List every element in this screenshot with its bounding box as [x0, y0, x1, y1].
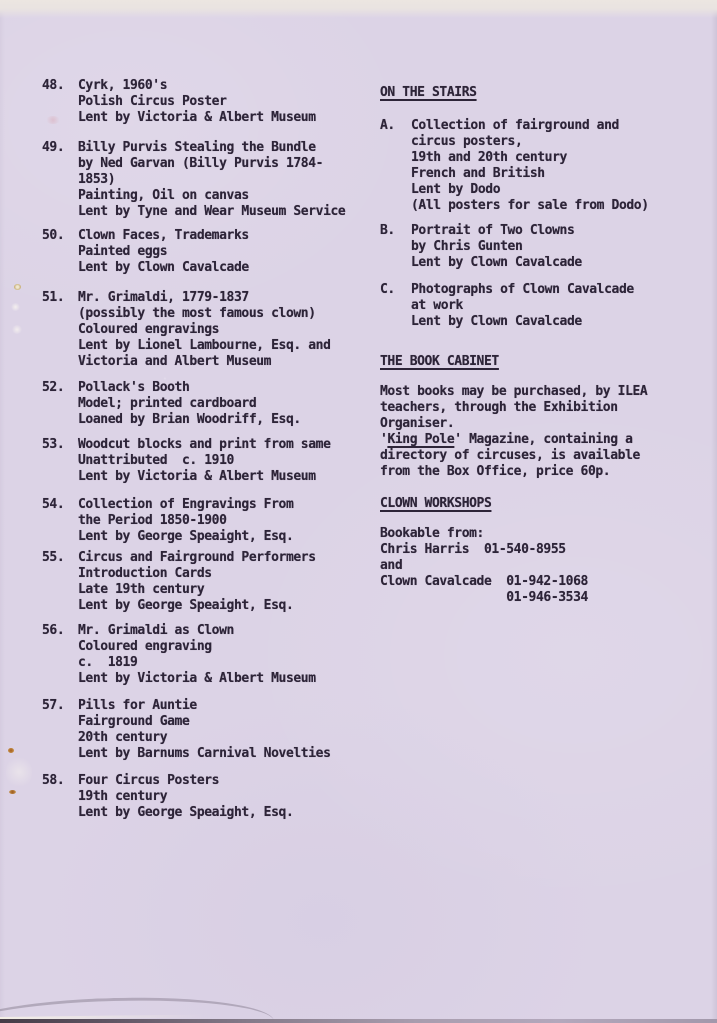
item-number: 55.: [42, 550, 65, 565]
item-line: Victoria and Albert Museum: [78, 354, 272, 369]
scan-bottom-edge: [0, 1019, 717, 1023]
list-item: [42, 290, 377, 370]
item-number: 58.: [42, 773, 65, 788]
item-lines: [78, 550, 316, 614]
paper-bump-mark: [11, 303, 20, 311]
item-lines: [78, 380, 301, 428]
item-line: Introduction Cards: [78, 566, 212, 581]
lettered-item: [380, 282, 710, 330]
item-number: 51.: [42, 290, 65, 305]
item-line: c. 1819: [78, 655, 138, 670]
book-cabinet-paragraph: [380, 384, 710, 480]
list-item: [42, 773, 377, 821]
item-lines: [78, 623, 316, 687]
rust-stain-mark: [9, 790, 16, 794]
kingpole-prefix: ': [380, 432, 388, 447]
item-line: Lent by Clown Cavalcade: [411, 314, 582, 329]
item-line: Polish Circus Poster: [78, 94, 227, 109]
item-line: Woodcut blocks and print from same: [78, 437, 331, 452]
item-number: 53.: [42, 437, 65, 452]
item-line: by Ned Garvan (Billy Purvis 1784-: [78, 156, 324, 171]
section-heading-on-the-stairs: ON THE STAIRS: [380, 85, 477, 100]
item-line: Lent by Victoria & Albert Museum: [78, 671, 316, 686]
item-line: Pills for Auntie: [78, 698, 197, 713]
item-line: Pollack's Booth: [78, 380, 190, 395]
workshops-booking-info: [380, 526, 710, 606]
list-item: [42, 437, 377, 485]
list-item: [42, 228, 377, 276]
section-heading-clown-workshops: CLOWN WORKSHOPS: [380, 496, 492, 511]
item-line: Clown Faces, Trademarks: [78, 228, 249, 243]
item-line: 19th and 20th century: [411, 150, 567, 165]
item-lines: [411, 118, 649, 214]
item-line: Lent by Victoria & Albert Museum: [78, 110, 316, 125]
item-line: Photographs of Clown Cavalcade: [411, 282, 634, 297]
paragraph-line-kingpole: [380, 432, 710, 448]
item-number: 52.: [42, 380, 65, 395]
list-item: [42, 550, 377, 614]
item-line: Collection of Engravings From: [78, 497, 294, 512]
item-lines: [78, 497, 293, 545]
item-line: Coloured engravings: [78, 322, 220, 337]
item-line: Model; printed cardboard: [78, 396, 257, 411]
exhibit-list: [42, 78, 377, 821]
item-line: Lent by Victoria & Albert Museum: [78, 469, 316, 484]
item-line: 1853): [78, 172, 116, 187]
item-number: 57.: [42, 698, 65, 713]
item-lines: [78, 228, 249, 276]
paragraph-line: directory of circuses, is available: [380, 448, 640, 463]
item-line: French and British: [411, 166, 545, 181]
list-item: [42, 78, 377, 126]
item-line: (All posters for sale from Dodo): [411, 198, 649, 213]
paper-bump-mark: [12, 325, 22, 334]
item-letter: B.: [380, 223, 395, 238]
booking-line: Chris Harris 01-540-8955: [380, 542, 566, 557]
item-lines: [78, 773, 293, 821]
list-item: [42, 380, 377, 428]
item-line: Coloured engraving: [78, 639, 212, 654]
item-line: circus posters,: [411, 134, 523, 149]
scan-top-edge: [0, 0, 717, 18]
item-letter: C.: [380, 282, 395, 297]
staple-hole-mark: [14, 284, 21, 290]
right-column: [380, 85, 710, 606]
lettered-item: [380, 118, 710, 214]
item-line: Four Circus Posters: [78, 773, 220, 788]
lettered-item: [380, 223, 710, 271]
booking-line: 01-946-3534: [380, 590, 588, 605]
item-line: Lent by Barnums Carnival Novelties: [78, 746, 331, 761]
list-item: [42, 623, 377, 687]
item-line: Painting, Oil on canvas: [78, 188, 249, 203]
item-line: by Chris Gunten: [411, 239, 523, 254]
item-line: Lent by Tyne and Wear Museum Service: [78, 204, 346, 219]
item-line: Portrait of Two Clowns: [411, 223, 575, 238]
item-lines: [78, 78, 316, 126]
item-line: Loaned by Brian Woodriff, Esq.: [78, 412, 301, 427]
rust-stain-mark: [8, 748, 14, 753]
item-line: (possibly the most famous clown): [78, 306, 316, 321]
item-line: Unattributed c. 1910: [78, 453, 234, 468]
item-line: Mr. Grimaldi, 1779-1837: [78, 290, 249, 305]
item-line: at work: [411, 298, 463, 313]
item-line: Late 19th century: [78, 582, 205, 597]
item-lines: [78, 140, 345, 220]
item-number: 50.: [42, 228, 65, 243]
booking-line: Bookable from:: [380, 526, 484, 541]
item-lines: [411, 282, 634, 330]
item-number: 49.: [42, 140, 65, 155]
item-line: Circus and Fairground Performers: [78, 550, 316, 565]
item-number: 48.: [42, 78, 65, 93]
item-line: Billy Purvis Stealing the Bundle: [78, 140, 316, 155]
paragraph-line: Most books may be purchased, by ILEA: [380, 384, 648, 399]
item-line: Lent by Clown Cavalcade: [78, 260, 249, 275]
kingpole-title: King Pole: [387, 432, 455, 447]
item-lines: [78, 698, 331, 762]
kingpole-suffix: ' Magazine, containing a: [454, 432, 633, 447]
item-number: 54.: [42, 497, 65, 512]
item-line: Painted eggs: [78, 244, 168, 259]
paragraph-line: from the Box Office, price 60p.: [380, 464, 611, 479]
item-line: Lent by George Speaight, Esq.: [78, 805, 294, 820]
pink-smudge-mark: [46, 116, 60, 124]
item-line: Lent by Lionel Lambourne, Esq. and: [78, 338, 331, 353]
item-line: Lent by George Speaight, Esq.: [78, 598, 294, 613]
item-lines: [78, 290, 331, 370]
item-line: Lent by Dodo: [411, 182, 501, 197]
booking-line: Clown Cavalcade 01-942-1068: [380, 574, 588, 589]
item-line: the Period 1850-1900: [78, 513, 227, 528]
item-line: Collection of fairground and: [411, 118, 619, 133]
list-item: [42, 698, 377, 762]
paragraph-line: Organiser.: [380, 416, 455, 431]
item-letter: A.: [380, 118, 395, 133]
item-line: 20th century: [78, 730, 168, 745]
item-line: Lent by Clown Cavalcade: [411, 255, 582, 270]
section-heading-book-cabinet: THE BOOK CABINET: [380, 354, 499, 369]
paper-bump-mark: [6, 755, 32, 789]
item-lines: [411, 223, 582, 271]
item-line: 19th century: [78, 789, 168, 804]
list-item: [42, 140, 377, 220]
item-lines: [78, 437, 331, 485]
paragraph-line: teachers, through the Exhibition: [380, 400, 618, 415]
item-line: Fairground Game: [78, 714, 190, 729]
item-line: Lent by George Speaight, Esq.: [78, 529, 294, 544]
list-item: [42, 497, 377, 545]
item-line: Mr. Grimaldi as Clown: [78, 623, 234, 638]
booking-line: and: [380, 558, 403, 573]
item-line: Cyrk, 1960's: [78, 78, 168, 93]
item-number: 56.: [42, 623, 65, 638]
